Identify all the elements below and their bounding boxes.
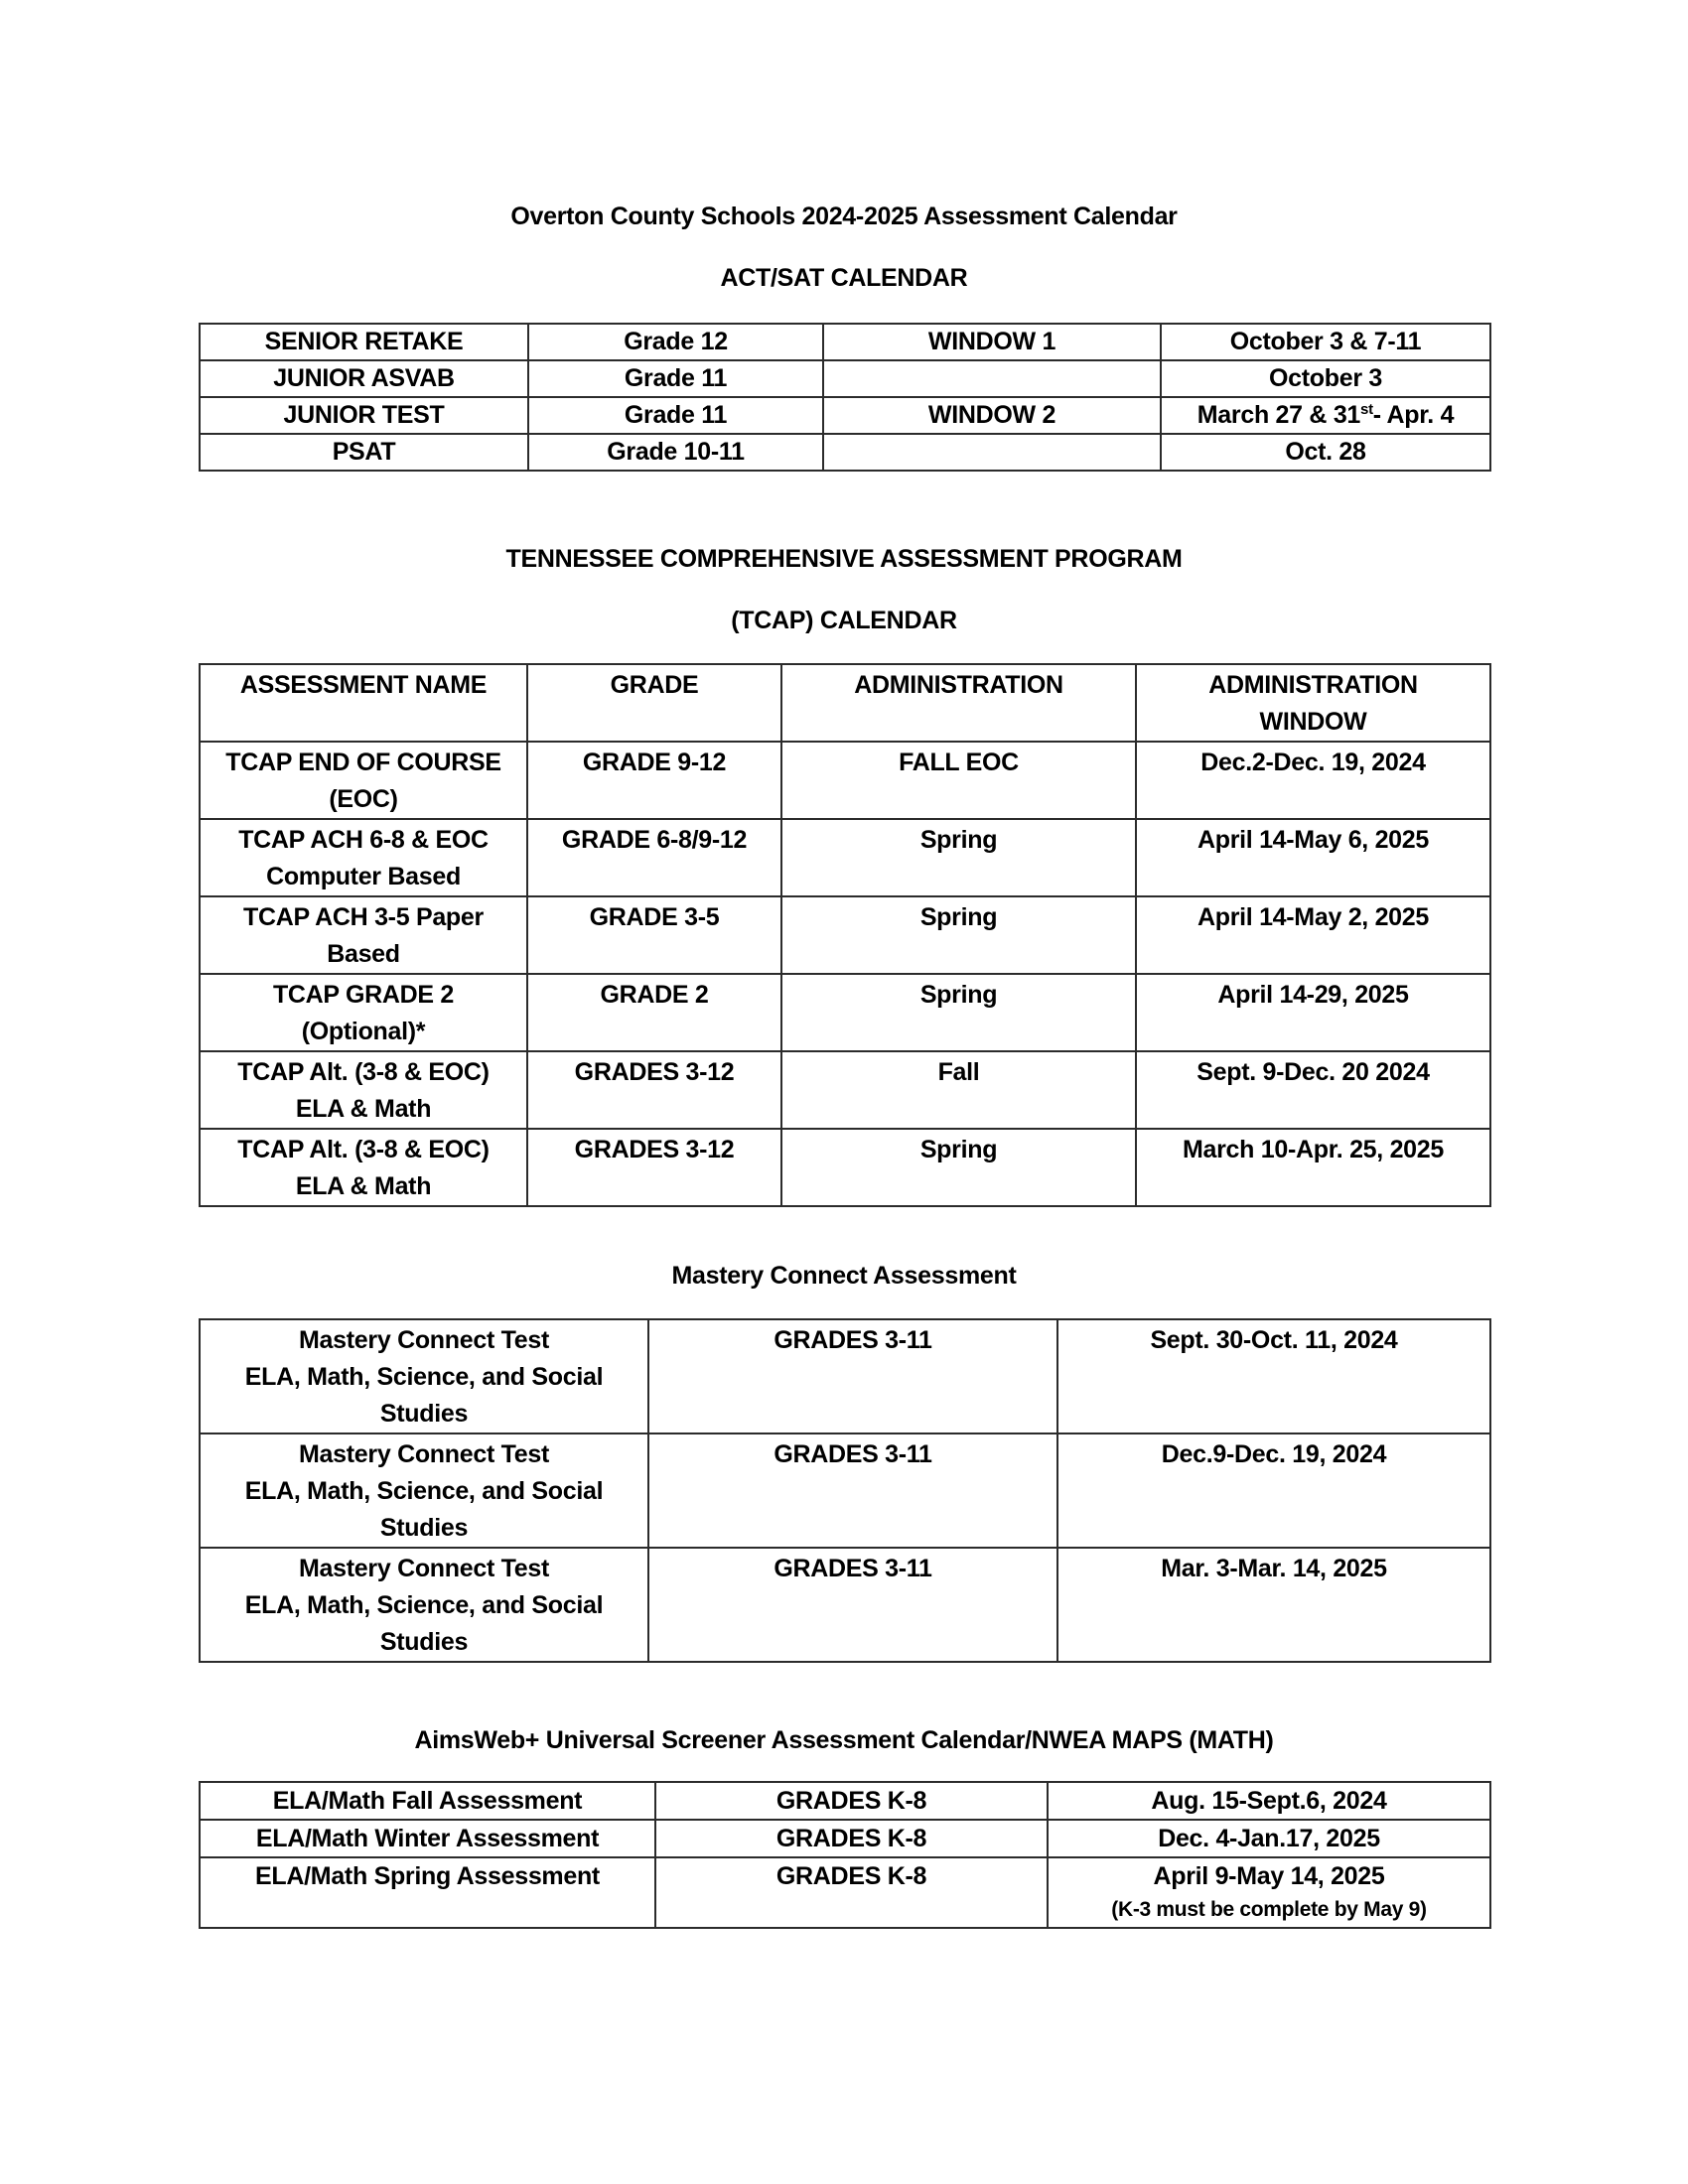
assessment-name-cell bbox=[200, 819, 527, 896]
assessment-name-cell bbox=[200, 974, 527, 1051]
dates-suffix: - Apr. 4 bbox=[1372, 401, 1455, 429]
name-line: TCAP GRADE 2 bbox=[272, 981, 455, 1009]
assessment-name-cell: JUNIOR ASVAB bbox=[200, 360, 528, 397]
assessment-name-cell bbox=[200, 1051, 527, 1129]
name-line: Mastery Connect Test bbox=[299, 1555, 549, 1582]
name-line: Mastery Connect Test bbox=[299, 1440, 549, 1468]
assessment-name-cell bbox=[200, 1548, 648, 1662]
grade-cell: GRADES 3-11 bbox=[648, 1319, 1057, 1433]
column-header-assessment-name: ASSESSMENT NAME bbox=[200, 664, 527, 742]
administration-cell: Spring bbox=[781, 974, 1136, 1051]
assessment-name-cell: ELA/Math Fall Assessment bbox=[200, 1782, 655, 1820]
table-header-row bbox=[200, 664, 1490, 742]
name-line: TCAP ACH 3-5 Paper bbox=[243, 903, 484, 931]
table-row bbox=[200, 1319, 1490, 1433]
aimsweb-table bbox=[199, 1781, 1491, 1929]
mastery-heading: Mastery Connect Assessment bbox=[671, 1262, 1017, 1290]
window-cell: WINDOW 2 bbox=[823, 397, 1161, 434]
administration-cell: Spring bbox=[781, 1129, 1136, 1206]
table-row bbox=[200, 1129, 1490, 1206]
header-line: ADMINISTRATION bbox=[1208, 671, 1418, 699]
assessment-name-cell bbox=[200, 1433, 648, 1548]
grade-cell: GRADE 3-5 bbox=[527, 896, 781, 974]
table-row bbox=[200, 360, 1490, 397]
name-line: ELA, Math, Science, and Social bbox=[244, 1363, 604, 1391]
window-dates: April 9-May 14, 2025 bbox=[1153, 1862, 1385, 1890]
tcap-heading: TENNESSEE COMPREHENSIVE ASSESSMENT PROGRAM bbox=[505, 545, 1183, 573]
assessment-name-cell bbox=[200, 1319, 648, 1433]
table-row bbox=[200, 742, 1490, 819]
ordinal-suffix: st bbox=[1360, 401, 1373, 418]
dates-cell: October 3 bbox=[1161, 360, 1490, 397]
grade-cell: GRADE 2 bbox=[527, 974, 781, 1051]
grade-cell: GRADES K-8 bbox=[655, 1820, 1048, 1857]
column-header-administration: ADMINISTRATION bbox=[781, 664, 1136, 742]
grade-cell: GRADES K-8 bbox=[655, 1782, 1048, 1820]
administration-cell: Spring bbox=[781, 896, 1136, 974]
table-row bbox=[200, 397, 1490, 434]
window-cell: April 14-29, 2025 bbox=[1136, 974, 1490, 1051]
window-cell: Dec.2-Dec. 19, 2024 bbox=[1136, 742, 1490, 819]
name-line: Mastery Connect Test bbox=[299, 1326, 549, 1354]
name-line: (EOC) bbox=[329, 785, 398, 813]
assessment-name-cell: ELA/Math Winter Assessment bbox=[200, 1820, 655, 1857]
table-row bbox=[200, 434, 1490, 471]
grade-cell: GRADES K-8 bbox=[655, 1857, 1048, 1928]
name-line: Studies bbox=[379, 1628, 469, 1656]
assessment-name-cell: SENIOR RETAKE bbox=[200, 324, 528, 360]
name-line: Based bbox=[327, 940, 400, 968]
assessment-name-cell: PSAT bbox=[200, 434, 528, 471]
table-row bbox=[200, 324, 1490, 360]
header-line: WINDOW bbox=[1259, 708, 1367, 736]
assessment-name-cell: ELA/Math Spring Assessment bbox=[200, 1857, 655, 1928]
name-line: TCAP Alt. (3-8 & EOC) bbox=[237, 1136, 490, 1163]
window-cell: Dec. 4-Jan.17, 2025 bbox=[1048, 1820, 1490, 1857]
administration-cell: Spring bbox=[781, 819, 1136, 896]
window-cell: Sept. 30-Oct. 11, 2024 bbox=[1057, 1319, 1490, 1433]
window-cell: Dec.9-Dec. 19, 2024 bbox=[1057, 1433, 1490, 1548]
window-cell: Mar. 3-Mar. 14, 2025 bbox=[1057, 1548, 1490, 1662]
table-row bbox=[200, 1051, 1490, 1129]
table-row bbox=[200, 974, 1490, 1051]
grade-cell: GRADES 3-11 bbox=[648, 1433, 1057, 1548]
aimsweb-heading: AimsWeb+ Universal Screener Assessment Calendar/NWEA MAPS (MATH) bbox=[414, 1726, 1274, 1754]
tcap-subheading: (TCAP) CALENDAR bbox=[731, 607, 957, 634]
grade-cell: GRADES 3-12 bbox=[527, 1051, 781, 1129]
window-cell: March 10-Apr. 25, 2025 bbox=[1136, 1129, 1490, 1206]
name-line: ELA, Math, Science, and Social bbox=[244, 1591, 604, 1619]
name-line: Studies bbox=[379, 1400, 469, 1428]
grade-cell: Grade 11 bbox=[528, 360, 823, 397]
act-sat-heading: ACT/SAT CALENDAR bbox=[720, 264, 968, 292]
name-line: TCAP END OF COURSE bbox=[225, 749, 501, 776]
assessment-name-cell bbox=[200, 742, 527, 819]
column-header-administration-window bbox=[1136, 664, 1490, 742]
grade-cell: Grade 10-11 bbox=[528, 434, 823, 471]
table-row bbox=[200, 1782, 1490, 1820]
assessment-name-cell bbox=[200, 896, 527, 974]
window-cell: Sept. 9-Dec. 20 2024 bbox=[1136, 1051, 1490, 1129]
name-line: Computer Based bbox=[266, 863, 461, 890]
window-cell: April 14-May 2, 2025 bbox=[1136, 896, 1490, 974]
grade-cell: GRADE 9-12 bbox=[527, 742, 781, 819]
grade-cell: GRADES 3-12 bbox=[527, 1129, 781, 1206]
name-line: (Optional)* bbox=[301, 1018, 426, 1045]
act-sat-table bbox=[199, 323, 1491, 472]
name-line: ELA & Math bbox=[295, 1095, 432, 1123]
table-row bbox=[200, 819, 1490, 896]
window-cell bbox=[823, 434, 1161, 471]
table-row bbox=[200, 1857, 1490, 1928]
grade-cell: GRADES 3-11 bbox=[648, 1548, 1057, 1662]
grade-cell: Grade 12 bbox=[528, 324, 823, 360]
table-row bbox=[200, 1548, 1490, 1662]
table-row bbox=[200, 896, 1490, 974]
window-cell: WINDOW 1 bbox=[823, 324, 1161, 360]
grade-cell: Grade 11 bbox=[528, 397, 823, 434]
mastery-table bbox=[199, 1318, 1491, 1663]
dates-cell: Oct. 28 bbox=[1161, 434, 1490, 471]
grade-cell: GRADE 6-8/9-12 bbox=[527, 819, 781, 896]
dates-cell bbox=[1161, 397, 1490, 434]
window-cell: Aug. 15-Sept.6, 2024 bbox=[1048, 1782, 1490, 1820]
name-line: Studies bbox=[379, 1514, 469, 1542]
table-row bbox=[200, 1820, 1490, 1857]
dates-prefix: March 27 & 31 bbox=[1196, 401, 1361, 429]
assessment-name-cell bbox=[200, 1129, 527, 1206]
window-cell: April 14-May 6, 2025 bbox=[1136, 819, 1490, 896]
name-line: TCAP Alt. (3-8 & EOC) bbox=[237, 1058, 490, 1086]
table-row bbox=[200, 1433, 1490, 1548]
column-header-grade: GRADE bbox=[527, 664, 781, 742]
window-note: (K-3 must be complete by May 9) bbox=[1111, 1898, 1427, 1921]
dates-cell: October 3 & 7-11 bbox=[1161, 324, 1490, 360]
window-cell bbox=[823, 360, 1161, 397]
name-line: TCAP ACH 6-8 & EOC bbox=[238, 826, 489, 854]
tcap-table bbox=[199, 663, 1491, 1207]
administration-cell: FALL EOC bbox=[781, 742, 1136, 819]
administration-cell: Fall bbox=[781, 1051, 1136, 1129]
name-line: ELA & Math bbox=[295, 1172, 432, 1200]
assessment-name-cell: JUNIOR TEST bbox=[200, 397, 528, 434]
window-cell bbox=[1048, 1857, 1490, 1928]
name-line: ELA, Math, Science, and Social bbox=[244, 1477, 604, 1505]
document-title: Overton County Schools 2024-2025 Assessment Calendar bbox=[510, 203, 1178, 230]
